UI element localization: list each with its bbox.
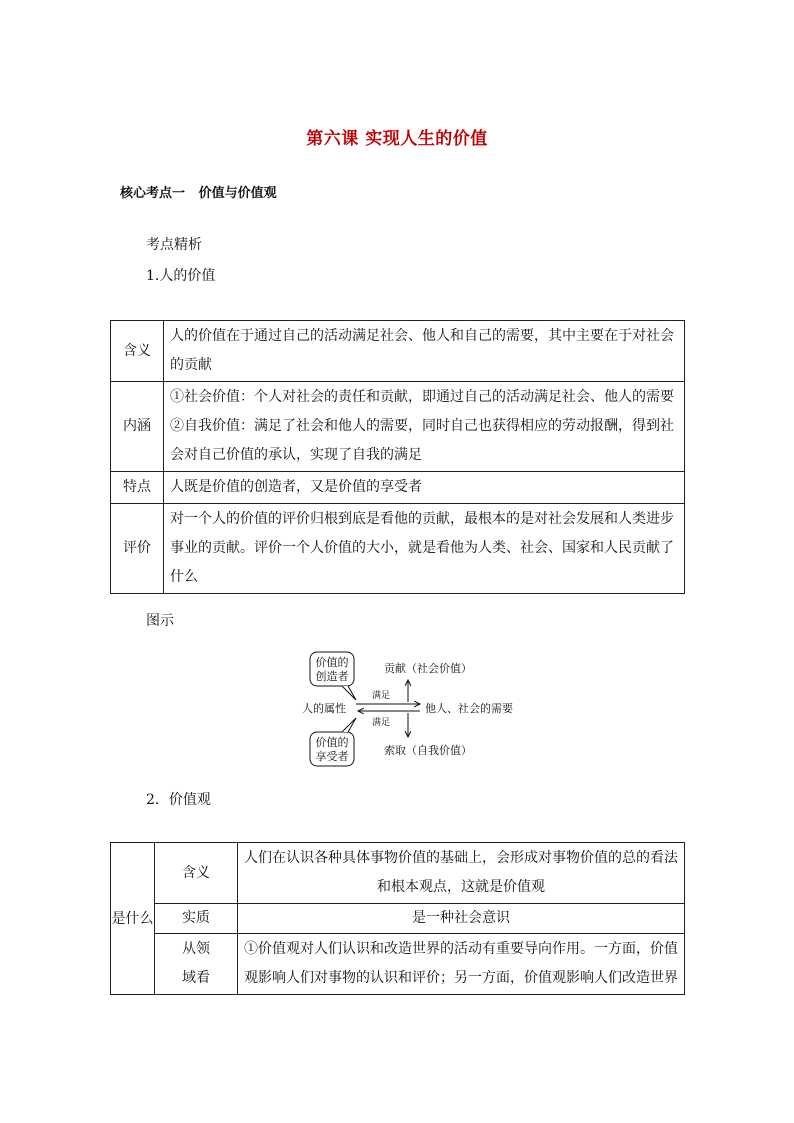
row-line: 事业的贡献。评价一个人价值的大小，就是看他为人类、社会、国家和人民贡献了 bbox=[170, 540, 674, 556]
item-heading-1: 1.人的价值 bbox=[146, 268, 216, 284]
row-head: 特点 bbox=[111, 472, 164, 504]
enjoyer-line-2: 享受者 bbox=[315, 750, 349, 763]
row-line: ②自我价值：满足了社会和他人的需要，同时自己也获得相应的劳动报酬，得到社 bbox=[170, 418, 674, 434]
row-line: ①价值观对人们认识和改造世界的活动有重要导向作用。一方面，价值 bbox=[244, 941, 678, 957]
what-cell: 是什么 bbox=[111, 843, 155, 995]
row-line: 的贡献 bbox=[170, 357, 212, 373]
human-value-table bbox=[110, 320, 685, 594]
table-row bbox=[111, 382, 685, 472]
row-line: 人既是价值的创造者，又是价值的享受者 bbox=[170, 479, 422, 495]
row-body bbox=[164, 382, 685, 472]
row-body bbox=[164, 504, 685, 594]
row-line: 和根本观点，这就是价值观 bbox=[377, 879, 545, 895]
need-label: 他人、社会的需要 bbox=[425, 702, 513, 715]
table-row bbox=[111, 321, 685, 382]
row-head: 实质 bbox=[155, 904, 238, 934]
table-row bbox=[111, 843, 685, 904]
row-head: 含义 bbox=[111, 321, 164, 382]
row-body bbox=[164, 321, 685, 382]
kaodian-label: 考点精析 bbox=[146, 237, 202, 253]
row-head: 含义 bbox=[155, 843, 238, 904]
row-line: 对一个人的价值的评价归根到底是看他的贡献，最根本的是对社会发展和人类进步 bbox=[170, 511, 674, 527]
row-line: 什么 bbox=[170, 569, 198, 585]
row-line: 人的价值在于通过自己的活动满足社会、他人和自己的需要，其中主要在于对社会 bbox=[170, 328, 674, 344]
row-head-line: 从领 bbox=[182, 941, 210, 957]
page-title: 第六课 实现人生的价值 bbox=[306, 129, 488, 149]
creator-line-1: 价值的 bbox=[315, 656, 349, 669]
values-table bbox=[110, 842, 685, 995]
row-body: 是一种社会意识 bbox=[238, 904, 685, 934]
contribution-label: 贡献（社会价值） bbox=[384, 662, 472, 675]
section-heading: 核心考点一 价值与价值观 bbox=[120, 186, 277, 201]
row-line: 会对自己价值的承认，实现了自我的满足 bbox=[170, 447, 422, 463]
value-diagram bbox=[290, 646, 530, 768]
satisfy-top-label: 满足 bbox=[372, 691, 391, 701]
row-head: 评价 bbox=[111, 504, 164, 594]
item-heading-2: 2．价值观 bbox=[146, 792, 211, 808]
enjoyer-line-1: 价值的 bbox=[315, 736, 349, 749]
table-row bbox=[111, 904, 685, 934]
row-line: 人们在认识各种具体事物价值的基础上，会形成对事物价值的总的看法 bbox=[244, 850, 678, 866]
diagram-label: 图示 bbox=[146, 613, 174, 629]
row-body bbox=[164, 472, 685, 504]
creator-line-2: 创造者 bbox=[315, 670, 349, 683]
enjoyer-callout bbox=[310, 718, 356, 766]
attribute-label: 人的属性 bbox=[302, 702, 346, 715]
row-head-line: 域看 bbox=[182, 970, 210, 986]
row-body bbox=[238, 843, 685, 904]
table-row bbox=[111, 504, 685, 594]
creator-callout bbox=[310, 652, 356, 700]
table-row bbox=[111, 934, 685, 995]
row-line: 观影响人们对事物的认识和评价；另一方面，价值观影响人们改造世界 bbox=[244, 970, 678, 986]
row-head: 内涵 bbox=[111, 382, 164, 472]
row-line: ①社会价值：个人对社会的责任和贡献，即通过自己的活动满足社会、他人的需要 bbox=[170, 389, 674, 405]
demand-label: 索取（自我价值） bbox=[384, 744, 472, 757]
satisfy-bottom-label: 满足 bbox=[372, 718, 391, 728]
row-head bbox=[155, 934, 238, 995]
row-body bbox=[238, 934, 685, 995]
table-row bbox=[111, 472, 685, 504]
